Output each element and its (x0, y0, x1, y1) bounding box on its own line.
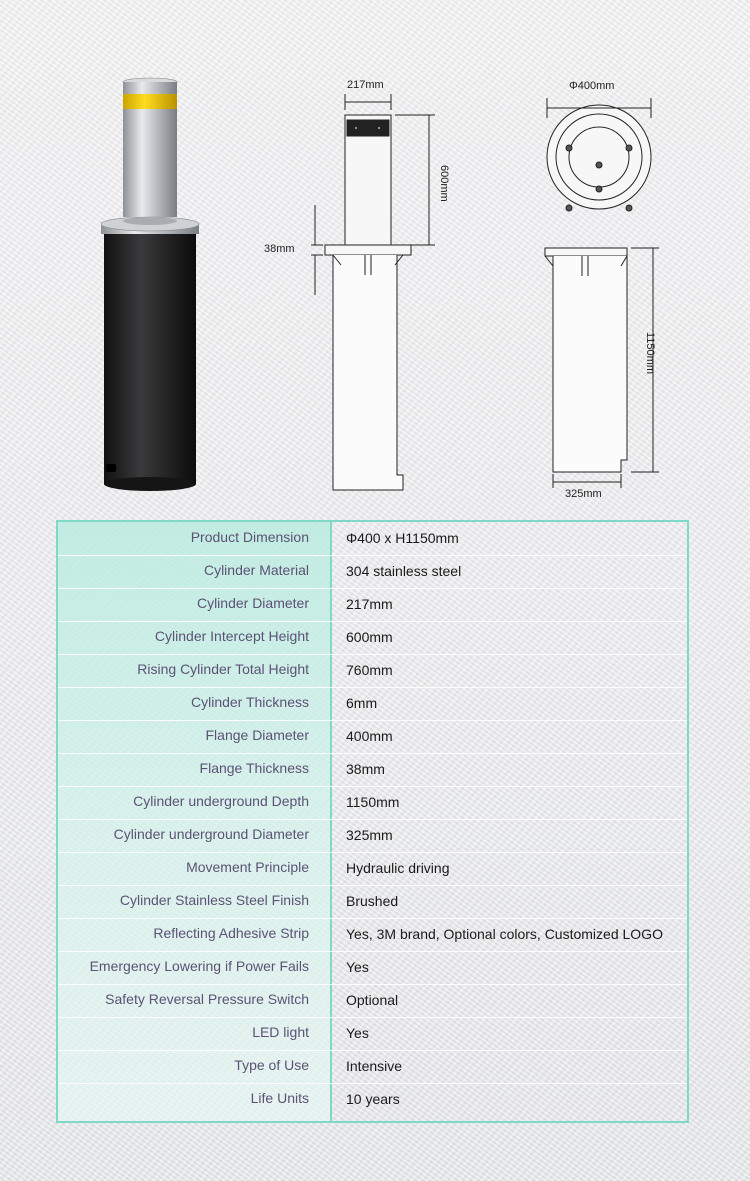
spec-label: LED light (252, 1024, 309, 1040)
spec-value: 304 stainless steel (346, 563, 462, 579)
spec-label: Cylinder Diameter (196, 595, 309, 611)
spec-row (58, 687, 687, 721)
spec-label: Flange Thickness (199, 760, 309, 776)
spec-row (58, 621, 687, 655)
spec-row (58, 522, 687, 556)
spec-label: Cylinder underground Diameter (113, 826, 309, 842)
spec-table (56, 520, 689, 1123)
spec-value: 1150mm (346, 794, 400, 810)
spec-label: Rising Cylinder Total Height (137, 661, 309, 677)
spec-value: 325mm (346, 827, 393, 843)
dim-flange-thickness: 38mm (264, 243, 295, 255)
spec-row (58, 852, 687, 886)
spec-value: Yes, 3M brand, Optional colors, Customized LOGO (346, 926, 663, 942)
spec-value: Optional (346, 992, 399, 1008)
dim-cylinder-height: 600mm (438, 165, 450, 202)
spec-label: Life Units (250, 1090, 309, 1106)
spec-label: Cylinder Intercept Height (154, 628, 309, 644)
technical-drawing (255, 70, 675, 500)
spec-label: Type of Use (234, 1057, 309, 1073)
spec-row (58, 1017, 687, 1051)
spec-label: Flange Diameter (205, 727, 309, 743)
spec-row (58, 885, 687, 919)
spec-label: Cylinder underground Depth (133, 793, 309, 809)
spec-row (58, 654, 687, 688)
spec-label: Movement Principle (186, 859, 309, 875)
spec-label: Safety Reversal Pressure Switch (105, 991, 309, 1007)
spec-value: 600mm (346, 629, 393, 645)
spec-label: Emergency Lowering if Power Fails (89, 958, 309, 974)
spec-label: Cylinder Material (203, 562, 309, 578)
spec-value: 400mm (346, 728, 393, 744)
spec-label: Cylinder Stainless Steel Finish (119, 892, 309, 908)
spec-value: 760mm (346, 662, 393, 678)
spec-label: Reflecting Adhesive Strip (153, 925, 309, 941)
spec-row (58, 984, 687, 1018)
spec-value: Brushed (346, 893, 399, 909)
spec-value: Yes (346, 1025, 369, 1041)
dim-cylinder-width: 217mm (347, 79, 384, 91)
spec-row (58, 951, 687, 985)
spec-label: Cylinder Thickness (190, 694, 309, 710)
dim-base-width: 325mm (565, 488, 602, 500)
spec-value: Φ400 x H1150mm (346, 530, 459, 546)
spec-row (58, 555, 687, 589)
spec-row (58, 588, 687, 622)
spec-row (58, 786, 687, 820)
spec-label: Product Dimension (190, 529, 309, 545)
spec-value: 217mm (346, 596, 393, 612)
bollard-product-photo (98, 76, 202, 496)
spec-row (58, 1083, 687, 1117)
spec-row (58, 819, 687, 853)
dim-flange-diameter: Φ400mm (569, 80, 615, 92)
spec-value: Yes (346, 959, 369, 975)
spec-value: 10 years (346, 1091, 400, 1107)
spec-value: Hydraulic driving (346, 860, 450, 876)
spec-value: 6mm (346, 695, 378, 711)
spec-value: 38mm (346, 761, 385, 777)
spec-value: Intensive (346, 1058, 403, 1074)
spec-row (58, 720, 687, 754)
spec-row (58, 753, 687, 787)
dim-total-height: 1150mm (644, 332, 656, 374)
spec-row (58, 918, 687, 952)
spec-row (58, 1050, 687, 1084)
